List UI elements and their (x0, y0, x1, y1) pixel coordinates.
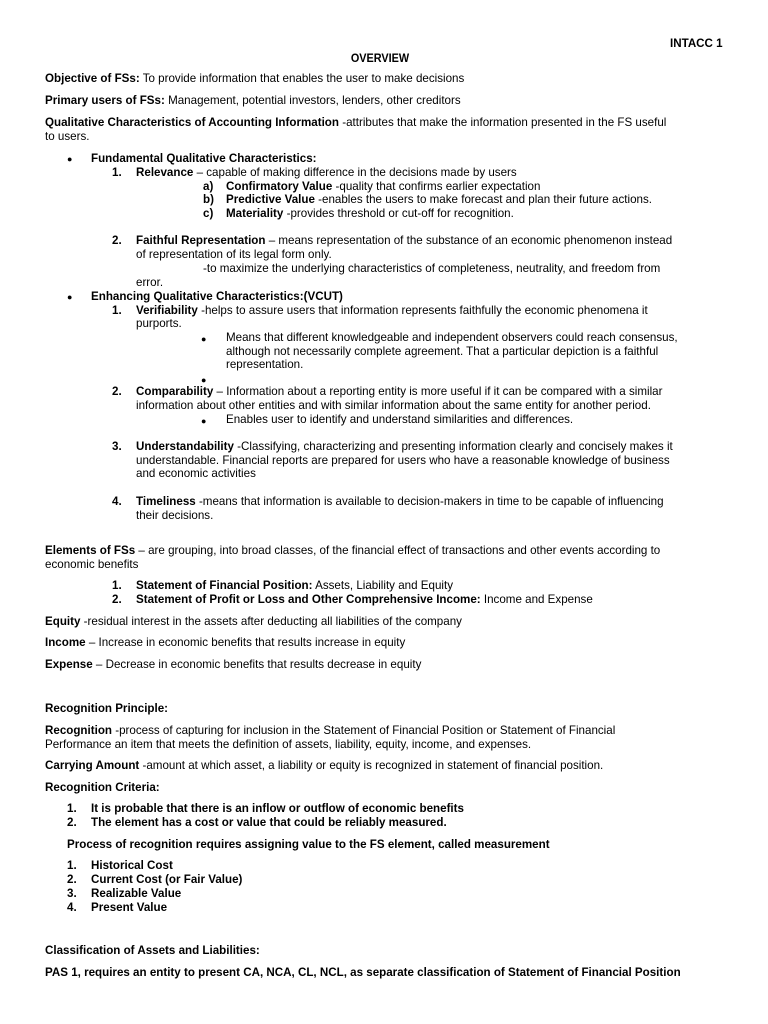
income-line (45, 636, 405, 650)
faithful-line-1 (136, 234, 672, 248)
recognition-text: -process of capturing for inclusion in the Statement of Financial Position or Statement of Financial (111, 724, 616, 737)
timeliness-line-2: their decisions. (136, 509, 214, 522)
understandability-line-2: understandable. Financial reports are prepared for users who have a reasonable knowledge of business (136, 454, 670, 467)
comparability-line-1 (136, 385, 662, 399)
criteria-2-text: The element has a cost or value that could be reliably measured. (91, 816, 447, 829)
elements-item-2-text: Income and Expense (480, 593, 593, 606)
income-term: Income (45, 636, 86, 649)
qualitative-text: -attributes that make the information presented in the FS useful (338, 116, 667, 129)
verif-bullet-line-3: representation. (226, 358, 304, 371)
verif-bullet-line-2: although not necessarily complete agreement. That a particular depiction is a faithful (226, 345, 659, 358)
measurement-4-text: Present Value (91, 901, 168, 914)
materiality-line (226, 207, 514, 221)
understandability-num: 3. (112, 440, 122, 453)
measurement-3-text: Realizable Value (91, 887, 182, 900)
confirmatory-text: -quality that confirms earlier expectation (332, 180, 541, 193)
page-title: OVERVIEW (350, 52, 410, 65)
faithful-term: Faithful Representation (136, 234, 266, 247)
comparability-term: Comparability (136, 385, 214, 398)
objective-line (45, 72, 464, 86)
predictive-term: Predictive Value (226, 193, 315, 206)
understandability-line-1 (136, 440, 673, 454)
expense-line (45, 658, 421, 672)
elements-item-1-text: Assets, Liability and Equity (312, 579, 453, 592)
expense-text: – Decrease in economic benefits that results decrease in equity (92, 658, 422, 671)
bullet-verif-empty: ● (201, 375, 207, 385)
confirmatory-letter: a) (203, 180, 214, 193)
qualitative-line-2: to users. (45, 130, 90, 143)
measurement-3-num: 3. (67, 887, 77, 900)
objective-term: Objective of FSs: (45, 72, 140, 85)
elements-item-2-num: 2. (112, 593, 122, 606)
income-text: – Increase in economic benefits that results increase in equity (85, 636, 406, 649)
carrying-amount-line (45, 759, 603, 773)
understandability-line-3: and economic activities (136, 467, 256, 480)
verifiability-text: -helps to assure users that information represents faithfully the economic phenomena it (197, 304, 648, 317)
faithful-num: 2. (112, 234, 122, 247)
materiality-text: -provides threshold or cut-off for recognition. (283, 207, 514, 220)
measurement-intro: Process of recognition requires assigning value to the FS element, called measurement (67, 838, 550, 851)
recognition-term: Recognition (45, 724, 112, 737)
comparability-line-2: information about other entities and with similar information about the same entity for another period. (136, 399, 651, 412)
fundamental-heading: Fundamental Qualitative Characteristics: (91, 152, 317, 165)
qualitative-line-1 (45, 116, 666, 130)
faithful-line-2: of representation of its legal form only. (136, 248, 332, 261)
relevance-term: Relevance (136, 166, 194, 179)
criteria-1-num: 1. (67, 802, 77, 815)
materiality-term: Materiality (226, 207, 284, 220)
recognition-principle-heading: Recognition Principle: (45, 702, 169, 715)
predictive-letter: b) (203, 193, 214, 206)
timeliness-text: -means that information is available to decision-makers in time to be capable of influencing (195, 495, 664, 508)
verifiability-line-2: purports. (136, 317, 182, 330)
faithful-line-3: -to maximize the underlying characteristics of completeness, neutrality, and freedom from (203, 262, 661, 275)
enhancing-heading: Enhancing Qualitative Characteristics:(VCUT) (91, 290, 343, 303)
bullet-comp: ● (201, 416, 207, 426)
recognition-line-2: Performance an item that meets the definition of assets, liability, equity, income, and expenses. (45, 738, 532, 751)
relevance-text: – capable of making difference in the decisions made by users (193, 166, 517, 179)
elements-item-1-num: 1. (112, 579, 122, 592)
measurement-2-text: Current Cost (or Fair Value) (91, 873, 243, 886)
comparability-text: – Information about a reporting entity is more useful if it can be compared with a similar (213, 385, 663, 398)
recognition-line-1 (45, 724, 615, 738)
faithful-line-4: error. (136, 276, 164, 289)
measurement-4-num: 4. (67, 901, 77, 914)
elements-line-2: economic benefits (45, 558, 139, 571)
primary-users-term: Primary users of FSs: (45, 94, 165, 107)
relevance-num: 1. (112, 166, 122, 179)
timeliness-term: Timeliness (136, 495, 196, 508)
bullet-verif-1: ● (201, 334, 207, 344)
classification-heading: Classification of Assets and Liabilities: (45, 944, 260, 957)
timeliness-line-1 (136, 495, 664, 509)
comp-bullet-text: Enables user to identify and understand similarities and differences. (226, 413, 574, 426)
timeliness-num: 4. (112, 495, 122, 508)
elements-item-2-term: Statement of Profit or Loss and Other Comprehensive Income: (136, 593, 481, 606)
criteria-1-text: It is probable that there is an inflow or outflow of economic benefits (91, 802, 464, 815)
measurement-1-num: 1. (67, 859, 77, 872)
carrying-text: -amount at which asset, a liability or equity is recognized in statement of financial position. (139, 759, 604, 772)
materiality-letter: c) (203, 207, 214, 220)
criteria-2-num: 2. (67, 816, 77, 829)
primary-users-text: Management, potential investors, lenders, other creditors (164, 94, 461, 107)
comparability-num: 2. (112, 385, 122, 398)
objective-text: To provide information that enables the user to make decisions (139, 72, 465, 85)
measurement-2-num: 2. (67, 873, 77, 886)
predictive-line (226, 193, 652, 207)
elements-item-1 (136, 579, 453, 593)
bullet-enhancing: ● (67, 292, 73, 302)
recognition-criteria-heading: Recognition Criteria: (45, 781, 160, 794)
verif-bullet-line-1: Means that different knowledgeable and independent observers could reach consensus, (226, 331, 678, 344)
verifiability-num: 1. (112, 304, 122, 317)
primary-users-line (45, 94, 461, 108)
equity-text: -residual interest in the assets after deducting all liabilities of the company (80, 615, 462, 628)
qualitative-term: Qualitative Characteristics of Accounting Information (45, 116, 339, 129)
understandability-term: Understandability (136, 440, 234, 453)
measurement-1-text: Historical Cost (91, 859, 173, 872)
elements-item-2 (136, 593, 593, 607)
equity-term: Equity (45, 615, 81, 628)
confirmatory-line (226, 180, 540, 194)
elements-item-1-term: Statement of Financial Position: (136, 579, 313, 592)
elements-line-1 (45, 544, 660, 558)
verifiability-line-1 (136, 304, 648, 318)
course-code: INTACC 1 (670, 37, 723, 50)
elements-term: Elements of FSs (45, 544, 136, 557)
verifiability-term: Verifiability (136, 304, 198, 317)
classification-text: PAS 1, requires an entity to present CA, NCA, CL, NCL, as separate classification of Statement of Financial Position (45, 966, 681, 979)
elements-text: – are grouping, into broad classes, of the financial effect of transactions and other events according to (135, 544, 661, 557)
faithful-text: – means representation of the substance of an economic phenomenon instead (265, 234, 673, 247)
carrying-term: Carrying Amount (45, 759, 140, 772)
relevance-line (136, 166, 517, 180)
predictive-text: -enables the users to make forecast and plan their future actions. (314, 193, 652, 206)
equity-line (45, 615, 462, 629)
understandability-text: -Classifying, characterizing and presenting information clearly and concisely makes it (233, 440, 673, 453)
expense-term: Expense (45, 658, 93, 671)
confirmatory-term: Confirmatory Value (226, 180, 333, 193)
bullet-fundamental: ● (67, 154, 73, 164)
